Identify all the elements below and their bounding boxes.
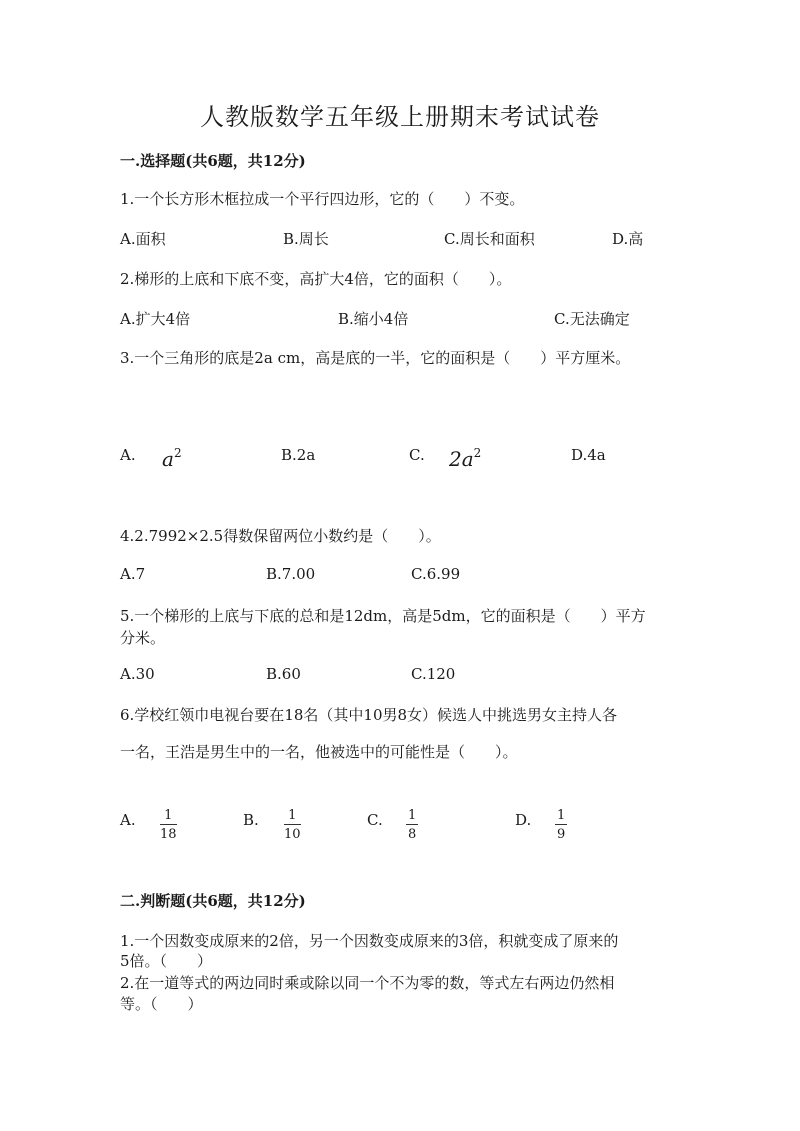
question-2: 2.梯形的上底和下底不变，高扩大4倍，它的面积（ ）。: [120, 270, 512, 288]
section-heading-choice: 一.选择题(共6题，共12分): [120, 152, 306, 170]
q2-option-b: B.缩小4倍: [338, 310, 409, 328]
q5-option-a: A.30: [120, 665, 155, 683]
q1-option-a: A.面积: [120, 230, 166, 248]
question-1: 1.一个长方形木框拉成一个平行四边形，它的（ ）不变。: [120, 190, 525, 208]
question-5-line2: 分米。: [120, 629, 166, 647]
q4-option-a: A.7: [120, 565, 146, 583]
question-4: 4.2.7992×2.5得数保留两位小数约是（ ）。: [120, 527, 441, 545]
q2-option-c: C.无法确定: [554, 310, 630, 328]
q6-option-a-fraction: $\frac{1}{18}$: [160, 808, 177, 842]
question-6-line2: 一名，王浩是男生中的一名，他被选中的可能性是（ ）。: [120, 743, 518, 761]
q2-option-a: A.扩大4倍: [120, 310, 191, 328]
q6-option-d-fraction: $\frac{1}{9}$: [557, 808, 566, 842]
q6-option-a-label: A.: [120, 811, 136, 829]
q5-option-b: B.60: [266, 665, 301, 683]
q1-option-b: B.周长: [283, 230, 329, 248]
q3-option-d: D.4a: [571, 446, 606, 464]
q6-option-d-label: D.: [515, 811, 532, 829]
q3-option-b: B.2a: [281, 446, 316, 464]
section-heading-judgement: 二.判断题(共6题，共12分): [120, 892, 306, 910]
q6-option-c-fraction: $\frac{1}{8}$: [408, 808, 417, 842]
q6-option-b-label: B.: [243, 811, 259, 829]
q3-option-c-label: C.: [409, 446, 425, 464]
q1-option-c: C.周长和面积: [444, 230, 535, 248]
judgement-2-line2: 等。（ ）: [120, 995, 203, 1013]
judgement-2-line1: 2.在一道等式的两边同时乘或除以同一个不为零的数，等式左右两边仍然相: [120, 974, 615, 992]
q3-option-c-math: $2a^2$: [449, 446, 482, 471]
q4-option-b: B.7.00: [266, 565, 316, 583]
q6-option-b-fraction: $\frac{1}{10}$: [284, 808, 301, 842]
q1-option-d: D.高: [612, 230, 644, 248]
question-6-line1: 6.学校红领巾电视台要在18名（其中10男8女）候选人中挑选男女主持人各: [120, 706, 618, 724]
q6-option-c-label: C.: [367, 811, 383, 829]
page-title: 人教版数学五年级上册期末考试试卷: [200, 103, 600, 131]
question-3: 3.一个三角形的底是2a cm，高是底的一半，它的面积是（ ）平方厘米。: [120, 349, 631, 367]
q3-option-a-label: A.: [120, 446, 136, 464]
question-5-line1: 5.一个梯形的上底与下底的总和是12dm，高是5dm，它的面积是（ ）平方: [120, 607, 646, 625]
q3-option-a-math: $a^2$: [162, 446, 182, 471]
judgement-1-line1: 1.一个因数变成原来的2倍，另一个因数变成原来的3倍，积就变成了原来的: [120, 932, 619, 950]
q5-option-c: C.120: [411, 665, 456, 683]
judgement-1-line2: 5倍。（ ）: [120, 952, 213, 970]
q4-option-c: C.6.99: [411, 565, 461, 583]
